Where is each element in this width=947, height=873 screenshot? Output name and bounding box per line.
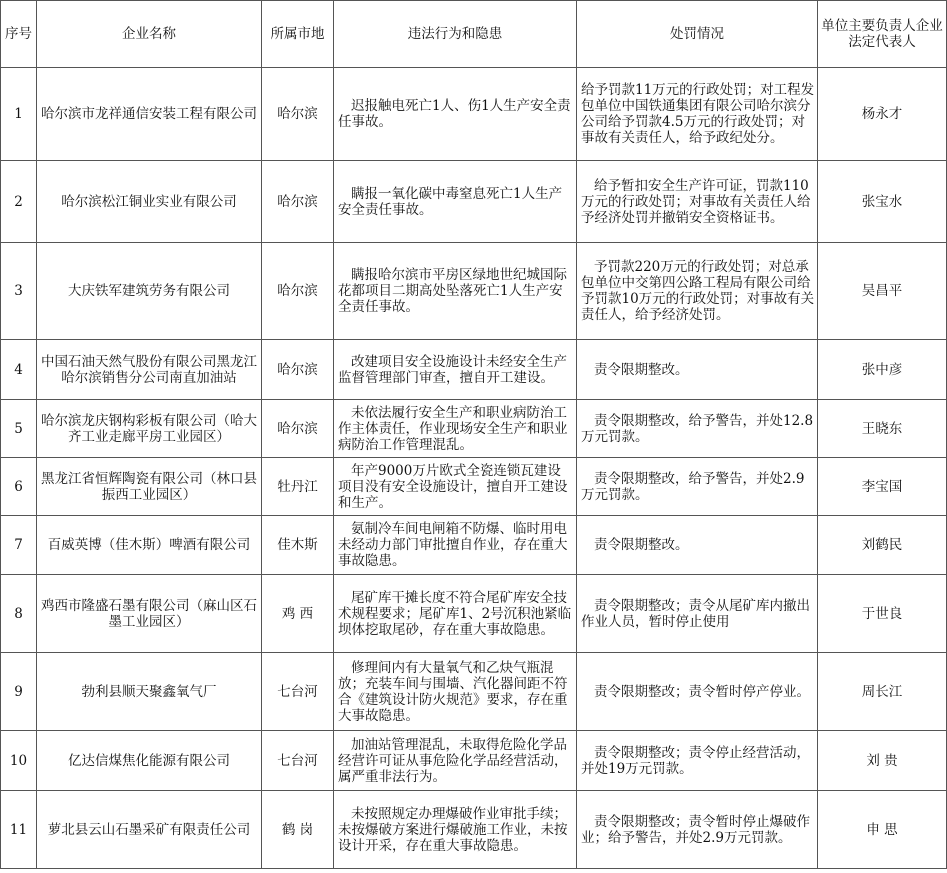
- cell-company: 哈尔滨松江铜业实业有限公司: [37, 161, 262, 243]
- cell-penalty: 予罚款220万元的行政处罚；对总承包单位中交第四公路工程局有限公司给予罚款10万元的行政处罚；对事故有关责任人，给予经济处罚。: [577, 243, 818, 340]
- cell-city: 鸡 西: [262, 575, 334, 653]
- cell-penalty: 责令限期整改，给予警告，并处12.8万元罚款。: [577, 400, 818, 458]
- header-row: [1, 1, 947, 68]
- cell-penalty: 责令限期整改；责令停止经营活动，并处19万元罚款。: [577, 731, 818, 791]
- cell-penalty: 责令限期整改。: [577, 516, 818, 575]
- cell-city: 鹤 岗: [262, 791, 334, 869]
- cell-person: 刘 贵: [818, 731, 947, 791]
- cell-seq: 4: [1, 340, 37, 400]
- cell-city: 佳木斯: [262, 516, 334, 575]
- cell-company: 大庆铁军建筑劳务有限公司: [37, 243, 262, 340]
- cell-seq: 3: [1, 243, 37, 340]
- cell-violation: 尾矿库干摊长度不符合尾矿库安全技术规程要求；尾矿库1、2号沉积池紧临坝体挖取尾砂，存在重大事故隐患。: [334, 575, 577, 653]
- cell-seq: 5: [1, 400, 37, 458]
- cell-person: 刘鹤民: [818, 516, 947, 575]
- cell-city: 牡丹江: [262, 458, 334, 516]
- cell-violation: 瞒报哈尔滨市平房区绿地世纪城国际花都项目二期高处坠落死亡1人生产安全责任事故。: [334, 243, 577, 340]
- cell-city: 哈尔滨: [262, 400, 334, 458]
- cell-person: 杨永才: [818, 68, 947, 161]
- cell-person: 于世良: [818, 575, 947, 653]
- cell-city: 哈尔滨: [262, 340, 334, 400]
- table-row: [1, 731, 947, 791]
- cell-seq: 11: [1, 791, 37, 869]
- cell-seq: 7: [1, 516, 37, 575]
- cell-penalty: 给予罚款11万元的行政处罚；对工程发包单位中国铁通集团有限公司哈尔滨分公司给予罚款4.5万元的行政处罚；对事故有关责任人，给予政纪处分。: [577, 68, 818, 161]
- header-seq: 序号: [1, 1, 37, 68]
- cell-company: 中国石油天然气股份有限公司黑龙江哈尔滨销售分公司南直加油站: [37, 340, 262, 400]
- cell-company: 亿达信煤焦化能源有限公司: [37, 731, 262, 791]
- cell-penalty: 责令限期整改，给予警告，并处2.9万元罚款。: [577, 458, 818, 516]
- header-company: 企业名称: [37, 1, 262, 68]
- table-row: [1, 400, 947, 458]
- cell-penalty: 责令限期整改。: [577, 340, 818, 400]
- cell-seq: 1: [1, 68, 37, 161]
- table-row: [1, 516, 947, 575]
- cell-company: 黑龙江省恒辉陶瓷有限公司（林口县振西工业园区）: [37, 458, 262, 516]
- header-city: 所属市地: [262, 1, 334, 68]
- cell-person: 张中彦: [818, 340, 947, 400]
- header-person: 单位主要负责人企业法定代表人: [818, 1, 947, 68]
- table-row: [1, 575, 947, 653]
- table-row: [1, 243, 947, 340]
- table-row: [1, 340, 947, 400]
- cell-seq: 9: [1, 653, 37, 731]
- cell-city: 哈尔滨: [262, 243, 334, 340]
- cell-violation: 改建项目安全设施设计未经安全生产监督管理部门审查，擅自开工建设。: [334, 340, 577, 400]
- cell-city: 七台河: [262, 653, 334, 731]
- cell-person: 吴昌平: [818, 243, 947, 340]
- cell-seq: 6: [1, 458, 37, 516]
- cell-person: 张宝水: [818, 161, 947, 243]
- cell-violation: 未依法履行安全生产和职业病防治工作主体责任，作业现场安全生产和职业病防治工作管理混乱。: [334, 400, 577, 458]
- cell-company: 勃利县顺天聚鑫氧气厂: [37, 653, 262, 731]
- cell-company: 百威英博（佳木斯）啤酒有限公司: [37, 516, 262, 575]
- table-row: [1, 68, 947, 161]
- cell-company: 哈尔滨市龙祥通信安装工程有限公司: [37, 68, 262, 161]
- cell-city: 七台河: [262, 731, 334, 791]
- cell-person: 周长江: [818, 653, 947, 731]
- cell-company: 鸡西市隆盛石墨有限公司（麻山区石墨工业园区）: [37, 575, 262, 653]
- table-row: [1, 791, 947, 869]
- cell-city: 哈尔滨: [262, 68, 334, 161]
- cell-person: 申 思: [818, 791, 947, 869]
- cell-company: 哈尔滨龙庆钢构彩板有限公司（哈大齐工业走廊平房工业园区）: [37, 400, 262, 458]
- cell-company: 萝北县云山石墨采矿有限责任公司: [37, 791, 262, 869]
- cell-seq: 10: [1, 731, 37, 791]
- cell-city: 哈尔滨: [262, 161, 334, 243]
- cell-penalty: 责令限期整改；责令从尾矿库内撤出作业人员，暂时停止使用: [577, 575, 818, 653]
- table-row: [1, 653, 947, 731]
- cell-person: 王晓东: [818, 400, 947, 458]
- cell-penalty: 责令限期整改；责令暂时停产停业。: [577, 653, 818, 731]
- cell-violation: 年产9000万片欧式全瓷连锁瓦建设项目没有安全设施设计，擅自开工建设和生产。: [334, 458, 577, 516]
- cell-violation: 氨制冷车间电闸箱不防爆、临时用电未经动力部门审批擅自作业，存在重大事故隐患。: [334, 516, 577, 575]
- table-row: [1, 161, 947, 243]
- cell-seq: 8: [1, 575, 37, 653]
- cell-seq: 2: [1, 161, 37, 243]
- table-row: [1, 458, 947, 516]
- cell-violation: 瞒报一氧化碳中毒窒息死亡1人生产安全责任事故。: [334, 161, 577, 243]
- cell-violation: 加油站管理混乱，未取得危险化学品经营许可证从事危险化学品经营活动，属严重非法行为。: [334, 731, 577, 791]
- header-violation: 违法行为和隐患: [334, 1, 577, 68]
- cell-violation: 迟报触电死亡1人、伤1人生产安全责任事故。: [334, 68, 577, 161]
- cell-violation: 修理间内有大量氧气和乙炔气瓶混放；充装车间与围墙、汽化器间距不符合《建筑设计防火规范》要求，存在重大事故隐患。: [334, 653, 577, 731]
- cell-penalty: 给予暂扣安全生产许可证，罚款110万元的行政处罚；对事故有关责任人给予经济处罚并撤销安全资格证书。: [577, 161, 818, 243]
- cell-penalty: 责令限期整改；责令暂时停止爆破作业；给予警告，并处2.9万元罚款。: [577, 791, 818, 869]
- cell-violation: 未按照规定办理爆破作业审批手续；未按爆破方案进行爆破施工作业，未按设计开采，存在重大事故隐患。: [334, 791, 577, 869]
- cell-person: 李宝国: [818, 458, 947, 516]
- header-penalty: 处罚情况: [577, 1, 818, 68]
